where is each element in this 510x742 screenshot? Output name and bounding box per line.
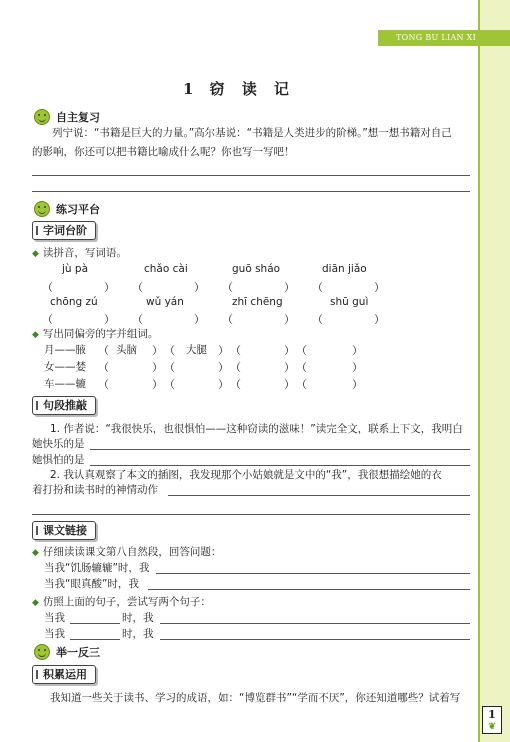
answer-line[interactable]	[90, 449, 470, 450]
radical-row-label: 月——腋	[44, 344, 86, 356]
pinyin: chǎo cài	[144, 263, 188, 275]
answer-paren-close: ）	[284, 281, 295, 294]
words-q1	[32, 246, 127, 261]
example-word: 大腿	[186, 344, 207, 356]
answer-paren-close: ）	[194, 313, 205, 326]
answer-line[interactable]	[156, 573, 470, 574]
answer-paren-open: （	[132, 281, 143, 294]
links-q2	[32, 595, 211, 610]
answer-paren-close: ）	[152, 378, 163, 391]
page-number-text: 1	[488, 708, 496, 721]
pinyin: jù pà	[62, 263, 89, 275]
answer-paren-open: （	[98, 378, 109, 391]
answer-paren-close: ）	[104, 281, 115, 294]
answer-paren-open: （	[222, 313, 233, 326]
pinyin: chōng zú	[50, 296, 98, 308]
answer-paren-close: ）	[284, 344, 295, 357]
right-margin-band	[478, 0, 510, 742]
section-practice-heading: 练习平台	[56, 203, 100, 216]
smiley-icon	[34, 109, 50, 125]
section-extend	[34, 643, 100, 661]
answer-paren-open: （	[230, 344, 241, 357]
answer-paren-open: （	[98, 344, 109, 357]
lesson-title: 窃 读 记	[209, 80, 295, 98]
pinyin: shū guì	[330, 296, 369, 308]
answer-paren-close: ）	[284, 378, 295, 391]
series-header: TONG BU LIAN XI	[378, 30, 510, 46]
links-s2b: 时，我	[122, 628, 154, 640]
answer-paren-close: ）	[284, 361, 295, 374]
diamond-icon: ◆	[32, 598, 39, 608]
links-q2-text: 仿照上面的句子，尝试写两个句子：	[42, 596, 211, 608]
answer-paren-close: ）	[194, 281, 205, 294]
answer-paren-open: （	[230, 378, 241, 391]
links-s2a: 当我	[44, 628, 65, 640]
pinyin: diān jiǎo	[322, 263, 367, 275]
pinyin: wǔ yán	[146, 296, 184, 308]
smiley-icon	[34, 201, 50, 217]
answer-paren-close: ）	[352, 378, 363, 391]
answer-paren-open: （	[164, 361, 175, 374]
pinyin: guō sháo	[232, 263, 281, 275]
section-review-heading: 自主复习	[56, 111, 100, 124]
example-word: 头脑	[116, 344, 137, 356]
accum-line1: 我知道一些关于读书、学习的成语，如：“博览群书”“学而不厌”，你还知道哪些？试着写	[50, 692, 461, 704]
words-q1-text: 读拼音，写词语。	[42, 247, 127, 259]
answer-paren-close: ）	[152, 361, 163, 374]
answer-paren-open: （	[98, 361, 109, 374]
sentences-q1-line3: 她惧怕的是	[32, 454, 85, 466]
section-extend-heading: 举一反三	[56, 646, 100, 659]
answer-paren-open: （	[296, 344, 307, 357]
answer-paren-open: （	[312, 281, 323, 294]
answer-paren-close: ）	[218, 361, 229, 374]
answer-paren-close: ）	[218, 378, 229, 391]
answer-paren-close: ）	[352, 361, 363, 374]
answer-line[interactable]	[148, 589, 470, 590]
pinyin: zhī chēng	[232, 296, 283, 308]
answer-line[interactable]	[168, 495, 470, 496]
smiley-icon	[34, 644, 50, 660]
answer-paren-open: （	[230, 361, 241, 374]
page-title	[0, 78, 478, 99]
sentences-q2-line1: 2. 我认真观察了本文的插图，我发现那个小姑娘就是文中的“我”，我很想描绘她的衣	[50, 469, 442, 481]
answer-paren-close: ）	[374, 281, 385, 294]
links-q1-text: 仔细读读课文第八自然段，回答问题：	[42, 546, 222, 558]
tag-words: 字词台阶	[32, 221, 96, 240]
answer-line[interactable]	[32, 175, 470, 176]
tag-sentences: 句段推敲	[32, 396, 96, 415]
answer-line[interactable]	[70, 639, 120, 640]
answer-line[interactable]	[32, 514, 470, 515]
tag-links: 课文链接	[32, 521, 96, 540]
answer-paren-close: ）	[152, 344, 163, 357]
answer-paren-open: （	[42, 313, 53, 326]
radical-row-label: 女——婪	[44, 361, 86, 373]
lesson-number: 1	[183, 80, 194, 98]
words-q2	[32, 327, 158, 342]
links-s1a: 当我	[44, 612, 65, 624]
answer-paren-close: ）	[104, 313, 115, 326]
section-review	[34, 108, 100, 126]
words-q2-text: 写出同偏旁的字并组词。	[42, 328, 159, 340]
answer-line[interactable]	[160, 623, 470, 624]
review-text-line1: 列宁说：“书籍是巨大的力量。”高尔基说：“书籍是人类进步的阶梯。”想一想书籍对自己	[52, 127, 452, 139]
answer-line[interactable]	[32, 191, 470, 192]
answer-line[interactable]	[70, 623, 120, 624]
diamond-icon: ◆	[32, 548, 39, 558]
answer-paren-close: ）	[284, 313, 295, 326]
sentences-q1-line1: 1. 作者说：“我很快乐，也很惧怕——这种窃读的滋味！”读完全文，联系上下文，我明白	[50, 423, 463, 435]
answer-paren-close: ）	[374, 313, 385, 326]
answer-paren-open: （	[42, 281, 53, 294]
answer-paren-close: ）	[352, 344, 363, 357]
leaf-icon: ❦	[488, 722, 496, 732]
answer-paren-open: （	[164, 378, 175, 391]
links-l2: 当我“眼真酸”时，我	[44, 578, 139, 590]
links-s1b: 时，我	[122, 612, 154, 624]
answer-paren-open: （	[296, 361, 307, 374]
answer-paren-open: （	[312, 313, 323, 326]
links-l1: 当我“饥肠辘辘”时，我	[44, 562, 150, 574]
sentences-q1-line2: 她快乐的是	[32, 438, 85, 450]
links-q1	[32, 545, 221, 560]
sentences-q2-line2: 着打扮和读书时的神情动作	[32, 484, 158, 496]
diamond-icon: ◆	[32, 249, 39, 259]
diamond-icon: ◆	[32, 330, 39, 340]
answer-paren-close: ）	[218, 344, 229, 357]
tag-accum: 积累运用	[32, 665, 96, 684]
radical-row-label: 车——辘	[44, 378, 86, 390]
answer-paren-open: （	[222, 281, 233, 294]
answer-line[interactable]	[160, 639, 470, 640]
review-text-line2: 的影响，你还可以把书籍比喻成什么呢？你也写一写吧！	[32, 146, 295, 158]
section-practice	[34, 200, 100, 218]
answer-paren-open: （	[296, 378, 307, 391]
answer-paren-open: （	[164, 344, 175, 357]
answer-line[interactable]	[90, 465, 470, 466]
page-number	[482, 706, 502, 734]
answer-paren-open: （	[132, 313, 143, 326]
